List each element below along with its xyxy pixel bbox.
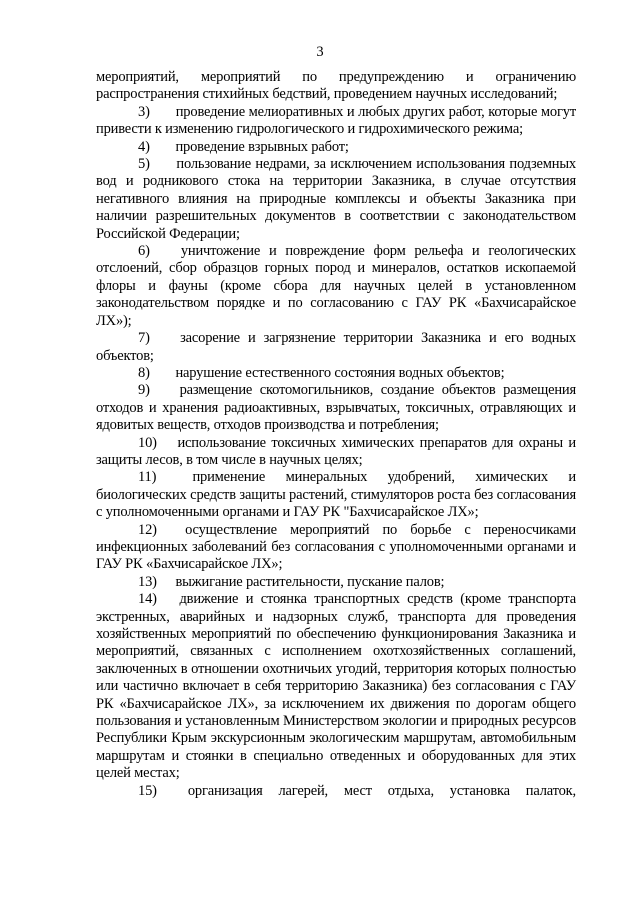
list-item <box>96 469 576 521</box>
list-item-number: 15) <box>138 782 157 799</box>
list-item <box>96 139 576 156</box>
list-item <box>96 382 576 434</box>
list-item-text: использование токсичных химических препаратов для охраны и защиты лесов, в том числе в научных целях; <box>96 434 576 468</box>
list-item <box>96 243 576 330</box>
list-item-number: 5) <box>138 156 150 173</box>
list-item <box>96 783 576 800</box>
list-item-text: засорение и загрязнение территории Заказника и его водных объектов; <box>96 330 576 364</box>
list-item-number: 13) <box>138 573 157 590</box>
list-item-number: 12) <box>138 521 157 538</box>
list-item <box>96 104 576 139</box>
list-item-text: осуществление мероприятий по борьбе с переносчиками инфекционных заболеваний без согласования с уполномоченными органами и ГАУ РК «Бахчисарайское ЛХ»; <box>96 521 576 573</box>
list-item-number: 11) <box>138 469 157 486</box>
list-item-number: 9) <box>138 382 150 399</box>
list-item-number: 7) <box>138 330 150 347</box>
document-body <box>96 69 576 800</box>
list-item <box>96 330 576 365</box>
list-item-text: пользование недрами, за исключением использования подземных вод и родникового стока на территории Заказника, в случае отсутствия негативного влияния на природные комплексы и объекты Заказника при наличии разрешительных документов в соответствии с законодательством Российской Федерации; <box>96 156 576 242</box>
list-item <box>96 156 576 243</box>
list-item-text: проведение мелиоративных и любых других работ, которые могут привести к изменению гидрологического и гидрохимического режима; <box>96 103 576 138</box>
list-item <box>96 435 576 470</box>
list-item-number: 14) <box>138 591 157 608</box>
list-item-text: нарушение естественного состояния водных объектов; <box>175 364 505 381</box>
prohibition-list <box>96 104 576 800</box>
intro-paragraph: мероприятий, мероприятий по предупреждению и ограничению распространения стихийных бедствий, проведением научных исследований; <box>96 69 576 103</box>
list-item <box>96 574 576 591</box>
list-item <box>96 365 576 382</box>
list-item-text: выжигание растительности, пускание палов; <box>175 573 445 590</box>
list-item-text: уничтожение и повреждение форм рельефа и геологических отслоений, сбор образцов горных пород и минералов, остатков ископаемой флоры и фауны (кроме сбора для научных целей в установленном законодательством порядке и по согласованию с ГАУ РК «Бахчисарайское ЛХ»); <box>96 243 577 329</box>
list-item <box>96 591 576 782</box>
list-item-text: применение минеральных удобрений, химических и биологических средств защиты растений, стимуляторов роста без согласования с уполномоченными органами и ГАУ РК "Бахчисарайское ЛХ»; <box>96 469 576 521</box>
list-item-text: движение и стоянка транспортных средств (кроме транспорта экстренных, аварийных и надзорных служб, транспорта для проведения хозяйственных мероприятий по обеспечению функционирования Заказника и мероприятий, связанных с исполнением охотхозяйственных соглашений, заключенных в отношении охотничьих угодий, территория которых полностью или частично включает в себя территорию Заказника) без согласования с ГАУ РК «Бахчисарайское ЛХ», за исключением их движения по дорогам общего пользования и установленным Министерством экологии и природных ресурсов Республики Крым экскурсионным экологическим маршрутам, автомобильным маршрутам и стоянки в специально отведенных и оборудованных для этих целей местах; <box>96 591 576 782</box>
list-item-number: 10) <box>138 434 157 451</box>
page-number: 3 <box>316 44 324 60</box>
list-item-number: 8) <box>138 364 150 381</box>
list-item-text: проведение взрывных работ; <box>175 138 349 155</box>
list-item-text: организация лагерей, мест отдыха, установка палаток, <box>187 782 576 799</box>
list-item-number: 6) <box>138 243 150 260</box>
list-item-number: 4) <box>138 138 150 155</box>
list-item-text: размещение скотомогильников, создание объектов размещения отходов и хранения радиоактивных, взрывчатых, токсичных, отравляющих и ядовитых веществ, отходов производства и потребления; <box>96 382 576 434</box>
list-item-number: 3) <box>138 103 150 120</box>
list-item <box>96 522 576 574</box>
